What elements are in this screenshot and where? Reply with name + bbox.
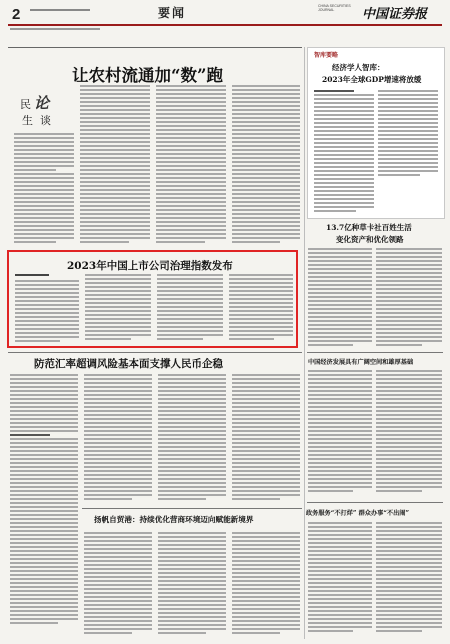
sidebar-col-1: [314, 90, 374, 214]
newspaper-name: 中国证券报: [362, 7, 428, 22]
think-tank-title-1: 经济学人智库：: [332, 63, 385, 72]
sidebar-box: [307, 47, 445, 219]
masthead: [0, 0, 450, 40]
badge-char-3: 生: [22, 114, 33, 127]
lower2-headline: 扬帆自贸港：持续优化营商环境迈向赋能新境界: [94, 515, 254, 524]
sidebar-story3-col-1: [308, 370, 372, 498]
feature-col-3: [157, 274, 223, 344]
editorial-col-3: [156, 85, 226, 248]
sidebar-story2-headline-2: 变化资产和优化领路: [336, 235, 404, 244]
lower-col-3: [158, 374, 226, 506]
lower2-col-1: [84, 532, 152, 638]
editorial-col-1: [14, 133, 74, 248]
editorial-col-2: [80, 85, 150, 248]
sidebar-story3-headline: 中国经济发展具有广阔空间和雄厚基础: [308, 359, 414, 366]
feature-col-4: [229, 274, 293, 344]
section-title: 要闻: [158, 6, 187, 20]
badge-char-2: 论: [34, 94, 50, 112]
page-number: 2: [12, 6, 21, 23]
feature-col-2: [85, 274, 151, 344]
sidebar-story2-col-2: [376, 248, 442, 348]
sidebar-story3-col-2: [376, 370, 442, 498]
feature-byline: [15, 274, 55, 278]
feature-headline: 2023年中国上市公司治理指数发布: [67, 260, 233, 272]
english-name: CHINA SECURITIES JOURNAL: [318, 4, 351, 12]
sidebar-story4-col-2: [376, 522, 442, 638]
masthead-subline: [10, 28, 430, 32]
sidebar-divider-3: [307, 352, 443, 353]
sidebar-story2-col-1: [308, 248, 372, 348]
editorial-headline: 让农村流通加“数”跑: [72, 66, 223, 85]
badge-char-1: 民: [20, 98, 31, 111]
editorial-column-badge: [18, 92, 62, 130]
editorial-frame-top: [8, 47, 302, 48]
badge-char-4: 谈: [40, 114, 51, 127]
sidebar-col-2: [378, 90, 438, 214]
editorial-col-4: [232, 85, 300, 248]
lower-col-4: [232, 374, 300, 506]
masthead-date: [30, 9, 100, 13]
masthead-rule: [8, 24, 442, 26]
feature-col-1: [15, 280, 79, 344]
column-divider: [304, 47, 305, 639]
sidebar-story4-col-1: [308, 522, 372, 638]
lower2-col-3: [232, 532, 300, 638]
lower2-divider: [82, 508, 302, 509]
feature-highlight-box: [7, 250, 298, 348]
lower-col-1: [10, 374, 78, 638]
sidebar-story4-headline: 政务服务“不打烊” 群众办事“不出闹”: [306, 510, 410, 517]
lower-headline: 防范汇率超调风险基本面支撑人民币企稳: [34, 358, 223, 370]
think-tank-title-2: 2023年全球GDP增速将放缓: [322, 75, 422, 84]
lower2-col-2: [158, 532, 226, 638]
sidebar-divider-4: [307, 502, 443, 503]
lower-col-2: [84, 374, 152, 506]
lower-divider: [8, 352, 302, 353]
sidebar-story2-headline-1: 13.7亿种草卡社百姓生活: [326, 223, 412, 232]
sidebar-section-label: 智库要略: [314, 53, 339, 59]
